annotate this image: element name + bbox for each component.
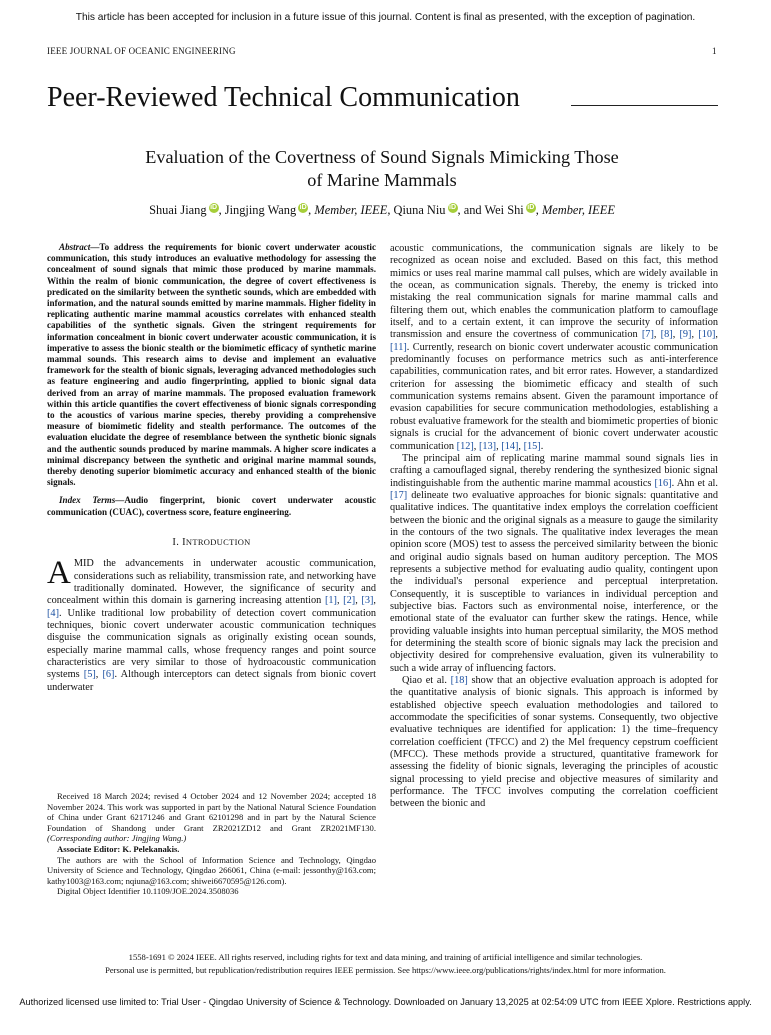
citation-link[interactable]: [17] <box>390 489 408 501</box>
citation-link[interactable]: [4] <box>47 607 60 619</box>
intro-text: Unlike traditional low probability of detection covert communication techniques, bionic covert underwater acoustic communication techniques disguise the communication signals as originally existing ocean sounds, especially marine mammal calls, whose frequency ranges and point source characteristics are very similar to those of hydroacoustic communication systems <box>47 607 376 681</box>
paper-title-line1: Evaluation of the Covertness of Sound Signals Mimicking Those <box>145 147 619 167</box>
citation-link[interactable]: [10] <box>698 329 716 341</box>
index-terms-label: Index Terms— <box>59 495 125 506</box>
citation-link[interactable]: [1] <box>324 595 337 607</box>
paper-title-line2: of Marine Mammals <box>307 170 457 190</box>
abstract-text: To address the requirements for bionic covert underwater acoustic communication, this study introduces an evaluative methodology for assessing the concealment of sound signals that mimic those produced by marine mammals. Within the realm of bionic communication, the degree of covert effectiveness is predicated on the similarity between the synthetic sounds, which are embedded with information, and the natural sounds emitted by marine mammals. Higher fidelity in replicating authentic marine mammal acoustics correlates with enhanced stealth capabilities of the synthetic signals. Given the stringent requirements for information concealment in bionic covert underwater acoustic communication, it is imperative to assess the bionic stealth or the biomimetic efficacy of synthetic marine mammal sounds. This research aims to devise and implement an evaluative framework for the stealth of bionic signals, leveraging advanced methodologies such as feature engineering and audio fingerprinting, applied to bionic signal data derived from an array of marine mammals. The proposed evaluation framework within this article quantifies the covert effectiveness of bionic signals corresponding to the acoustics of various marine species, thereby providing a comprehensive measure of biomimetic fidelity and stealth performance. The outcomes of the evaluation elucidate the degree of resemblance between the synthetic bionic signals and the authentic sounds produced by marine mammals. A higher score indicates a minimal discrepancy between the synthetic and original marine mammal sounds, thereby denoting superior biomimetic accuracy and enhanced stealth of the bionic signals. <box>47 242 376 488</box>
copyright-line: 1558-1691 © 2024 IEEE. All rights reserved, including rights for text and data mining, and training of artificial intelligence and similar technologies. <box>128 952 643 962</box>
intro-text: Although interceptors can detect signals from bionic covert underwater <box>47 669 376 693</box>
right-column <box>390 243 718 811</box>
citation-link[interactable]: [2] <box>343 595 356 607</box>
title-rule <box>571 105 718 106</box>
author-role: Member, IEEE <box>314 203 388 218</box>
author-name[interactable]: Jingjing Wang <box>224 203 297 218</box>
citation-link[interactable]: [15] <box>523 440 541 452</box>
author-name[interactable]: Shuai Jiang <box>149 203 207 218</box>
corresponding-author: (Corresponding author: Jingjing Wang.) <box>47 833 187 844</box>
body-paragraph: The principal aim of replicating marine mammal sound signals lies in crafting a camouflaged signal, thereby rendering the synthesized bionic signal indistinguishable from the authentic marine mammal acoustics [16]. Ahn et al. [17] delineate two evaluative approaches for bionic signals: quantitative and qualitative indices. The quantitative index employs the correlation coefficient between the bionic and the original signals as a measure to gauge the similarity in the contours of the two signals. The qualitative index leverages the mean opinion score (MOS) test to assess the perceived similarity between the bionic and original audio signals based on human auditory perception. The MOS represents a subjective method for evaluating audio quality, contingent upon the individual's personal experience and perceptual interpretation. Consequently, it is susceptible to variances in individual perception and subjective bias. Factors such as environmental noise, interference, or the emotional state of the evaluator can further skew the ratings. Hence, while providing valuable insights into human perceptual similarity, the MOS method for determining the stealth score of bionic signals may lack the precision and objectivity desired for comprehensive evaluation, given its vulnerability to such a wide array of influencing factors. <box>390 452 718 674</box>
citation-link[interactable]: [11] <box>390 341 407 353</box>
footnote-doi[interactable]: Digital Object Identifier 10.1109/JOE.2024.3508036 <box>57 886 239 897</box>
body-paragraph: acoustic communications, the communication signals are likely to be recognized as ocean noise and excluded. Based on this fact, this method mimics or uses real marine mammal call pulses, which are widely available in the ocean, as communication signals. Thereby, the enemy is tricked into mistaking the real communication signals for marine mammal calls and filtering them out, which enables the communication platform to camouflage itself, and to a certain extent, it can improve the security of information transmission and ensure the covertness of communication [7], [8], [9], [10], [11]. Currently, research on bionic covert underwater acoustic communication predominantly focuses on performance metrics such as anti-interference capabilities, communication rates, and bit error rates. However, a standardized criterion for assessing the biomimetic efficacy and stealth of such communication systems remains absent. Given the paramount importance of evasion capabilities for secure communication methodologies, establishing a robust evaluative framework for the stealth and biomimetic properties of bionic signals is crucial for the advancement of bionic covert underwater acoustic communication [12], [13], [14], [15]. <box>390 243 718 452</box>
index-terms-text: Audio fingerprint, bionic covert underwater acoustic communication (CUAC), covertness score, feature engineering. <box>47 495 376 517</box>
citation-link[interactable]: [5] <box>83 669 96 681</box>
footnote <box>47 791 376 897</box>
footnote-editor: Associate Editor: K. Pelekanakis. <box>57 843 180 854</box>
orcid-icon[interactable]: iD <box>527 204 535 211</box>
permission-line: Personal use is permitted, but republication/redistribution requires IEEE permission. See https://www.ieee.org/publications/rights/index.html for more information. <box>105 965 666 975</box>
citation-link[interactable]: [14] <box>501 440 519 452</box>
index-terms <box>47 495 376 517</box>
license-notice: Authorized licensed use limited to: Trial User - Qingdao University of Science & Technology. Downloaded on January 13,2025 at 02:54:09 UTC from IEEE Xplore. Restrictions apply. <box>19 997 752 1007</box>
citation-link[interactable]: [3] <box>361 595 374 607</box>
journal-name: IEEE JOURNAL OF OCEANIC ENGINEERING <box>47 46 236 56</box>
footnote-received: Received 18 March 2024; revised 4 October 2024 and 12 November 2024; accepted 18 November 2024. This work was supported in part by the National Natural Science Foundation of China under Grant 62171246 and Grant 62101298 and in part by the Natural Science Foundation of Shandong under Grant ZR2021ZD12 and Grant ZR2021MF130. (Corresponding author: Jingjing Wang.) <box>47 791 376 844</box>
citation-link[interactable]: [9] <box>679 329 692 341</box>
body-paragraph: Qiao et al. [18] show that an objective evaluation approach is adopted for the quantitative analysis of bionic signals. This approach is informed by established objective speech evaluation methodologies and tailored to accommodate the specificities of sonar systems. Consequently, two objective evaluative techniques are identified for application: 1) the time–frequency correlation coefficient (TFCC) and 2) the Mel frequency cepstrum coefficient (MFCC). These methods provide a structured, quantitative framework for assessing the fidelity of bionic signals, leveraging the principles of acoustic signal processing to yield precise and objective measures of similarity and performance. The TFCC involves computing the correlation coefficient between the bionic and <box>390 675 719 810</box>
intro-text: MID the advancements in underwater acoustic communication, considerations such as reliability, transmission rate, and networking have traditionally dominated. However, the significance of security and concealment within this domain is garnering increasing attention <box>47 558 376 607</box>
acceptance-notice: This article has been accepted for inclusion in a future issue of this journal. Content is final as presented, with the exception of pagination. <box>75 12 696 23</box>
orcid-icon[interactable]: iD <box>299 204 307 211</box>
section-heading <box>47 536 376 549</box>
citation-link[interactable]: [8] <box>660 329 673 341</box>
abstract-label: Abstract— <box>59 242 100 252</box>
page-number: 1 <box>712 46 717 56</box>
orcid-icon[interactable]: iD <box>210 204 218 211</box>
citation-link[interactable]: [6] <box>102 669 115 681</box>
citation-link[interactable]: [18] <box>450 675 468 687</box>
section-number: I. <box>172 536 180 548</box>
section-name-rest: NTRODUCTION <box>185 536 251 547</box>
left-column <box>47 242 376 694</box>
abstract <box>47 242 376 488</box>
author-name[interactable]: Wei Shi <box>484 203 524 218</box>
author-name[interactable]: Qiuna Niu <box>393 203 446 218</box>
author-list: Shuai Jiang iD , Jingjing Wang iD , Member, IEEE, Qiuna Niu iD , and Wei Shi iD , Member, IEEE <box>149 203 615 218</box>
citation-link[interactable]: [12] <box>456 440 474 452</box>
citation-link[interactable]: [7] <box>641 329 654 341</box>
orcid-icon[interactable]: iD <box>449 204 456 211</box>
intro-paragraph: AMID the advancements in underwater acoustic communication, considerations such as reliability, transmission rate, and networking have traditionally dominated. However, the significance of security and concealment within this domain is garnering increasing attention [1], [2], [3], [4]. Unlike traditional low probability of detection covert communication techniques, bionic covert underwater acoustic communication techniques disguise the communication signals as originally existing ocean sounds, especially marine mammal calls, whose frequency ranges and point source characteristics are very similar to those of hydroacoustic communication systems [5], [6]. Although interceptors can detect signals from bionic covert underwater <box>47 555 376 693</box>
drop-cap: A <box>47 555 71 592</box>
footnote-affiliation: The authors are with the School of Information Science and Technology, Qingdao University of Science and Technology, Qingdao 266061, China (e-mail: jessonthy@163.com; kathy1003@163.com; nqiuna@163.com; shiwei6670595@126.com). <box>47 854 376 886</box>
section-title: Peer-Reviewed Technical Communication <box>47 82 520 113</box>
citation-link[interactable]: [13] <box>478 440 497 452</box>
section-name-first: I <box>182 536 186 548</box>
paper-title <box>47 146 717 192</box>
citation-link[interactable]: [16] <box>654 477 672 489</box>
author-role: Member, IEEE <box>541 203 615 218</box>
